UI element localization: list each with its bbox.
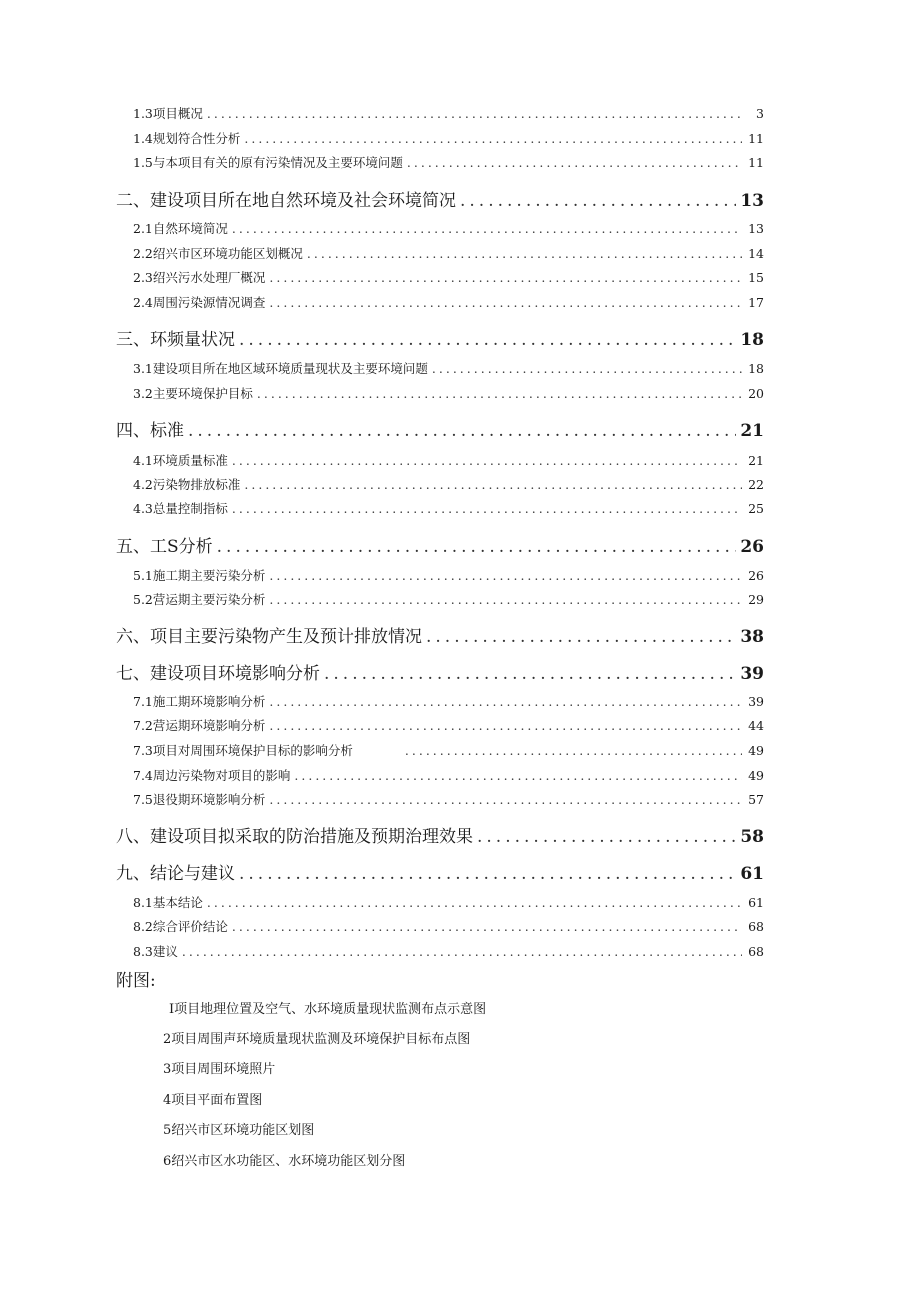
toc-number: 九、 bbox=[116, 864, 150, 884]
toc-dot-leader bbox=[269, 568, 742, 583]
toc-dot-leader bbox=[324, 664, 736, 684]
toc-page-number: 22 bbox=[748, 477, 764, 492]
toc-section-row[interactable] bbox=[133, 104, 764, 122]
toc-section-row[interactable] bbox=[133, 499, 764, 517]
toc-number: 1.3 bbox=[133, 106, 153, 121]
toc-number: 7.2 bbox=[133, 718, 153, 733]
toc-dot-leader bbox=[460, 191, 736, 211]
figures-heading: 附图: bbox=[116, 971, 156, 991]
toc-dot-leader bbox=[232, 919, 742, 934]
toc-title: 环境质量标准 bbox=[152, 453, 228, 468]
toc-title: 周边污染物对项目的影响 bbox=[152, 768, 291, 783]
toc-dot-leader bbox=[232, 453, 742, 468]
toc-title: 污染物排放标准 bbox=[152, 477, 241, 492]
toc-number: 5.2 bbox=[133, 592, 153, 607]
toc-page-number: 18 bbox=[748, 361, 764, 376]
toc-number: 7.4 bbox=[133, 768, 153, 783]
toc-section-row[interactable] bbox=[133, 590, 764, 608]
toc-page-number: 29 bbox=[748, 592, 764, 607]
toc-chapter-row[interactable] bbox=[116, 325, 764, 350]
toc-title: 建设项目所在地区域环境质量现状及主要环境问题 bbox=[152, 361, 428, 376]
toc-page-number: 49 bbox=[748, 768, 764, 783]
toc-number: 4.3 bbox=[133, 501, 153, 516]
toc-section-row[interactable] bbox=[133, 790, 764, 808]
toc-number: 7.5 bbox=[133, 792, 153, 807]
toc-chapter-row[interactable] bbox=[116, 659, 764, 684]
toc-number: 2.1 bbox=[133, 221, 153, 236]
toc-section-row[interactable] bbox=[133, 741, 764, 759]
toc-page-number: 26 bbox=[740, 537, 764, 557]
figure-list-item: 2项目周围声环境质量现状监测及环境保护目标布点图 bbox=[163, 1032, 471, 1047]
toc-page-number: 13 bbox=[740, 191, 764, 211]
toc-section-row[interactable] bbox=[133, 451, 764, 469]
toc-section-row[interactable] bbox=[133, 219, 764, 237]
toc-page-number: 3 bbox=[756, 106, 764, 121]
toc-section-row[interactable] bbox=[133, 268, 764, 286]
toc-chapter-row[interactable] bbox=[116, 859, 764, 884]
toc-page-number: 68 bbox=[748, 919, 764, 934]
toc-title: 建设项目所在地自然环境及社会环境简况 bbox=[150, 191, 456, 211]
toc-dot-leader bbox=[307, 246, 742, 261]
figure-list-item: 4项目平面布置图 bbox=[163, 1093, 263, 1108]
toc-dot-leader bbox=[269, 295, 742, 310]
toc-section-row[interactable] bbox=[133, 475, 764, 493]
toc-dot-leader bbox=[257, 386, 742, 401]
toc-number: 1.5 bbox=[133, 155, 153, 170]
toc-dot-leader bbox=[182, 944, 742, 959]
toc-dot-leader bbox=[239, 330, 736, 350]
toc-number: 2.4 bbox=[133, 295, 153, 310]
toc-title: 营运期主要污染分析 bbox=[152, 592, 266, 607]
toc-dot-leader bbox=[269, 792, 742, 807]
toc-section-row[interactable] bbox=[133, 942, 764, 960]
toc-title: 建设项目环境影响分析 bbox=[150, 664, 320, 684]
toc-page-number: 21 bbox=[748, 453, 764, 468]
toc-number: 4.1 bbox=[133, 453, 153, 468]
toc-title: 主要环境保护目标 bbox=[152, 386, 253, 401]
toc-dot-leader bbox=[269, 270, 742, 285]
toc-number: 五、 bbox=[116, 537, 150, 557]
toc-title: 周围污染源情况调查 bbox=[152, 295, 266, 310]
toc-title: 建设项目拟采取的防治措施及预期治理效果 bbox=[150, 827, 473, 847]
toc-chapter-row[interactable] bbox=[116, 186, 764, 211]
toc-page-number: 20 bbox=[748, 386, 764, 401]
toc-page-number: 18 bbox=[740, 330, 764, 350]
toc-number: 3.1 bbox=[133, 361, 153, 376]
toc-chapter-row[interactable] bbox=[116, 416, 764, 441]
toc-chapter-row[interactable] bbox=[116, 532, 764, 557]
toc-number: 三、 bbox=[116, 330, 150, 350]
toc-number: 七、 bbox=[116, 664, 150, 684]
toc-title: 与本项目有关的原有污染情况及主要环境问题 bbox=[152, 155, 403, 170]
toc-number: 3.2 bbox=[133, 386, 153, 401]
toc-dot-leader bbox=[244, 131, 742, 146]
toc-dot-leader bbox=[217, 537, 737, 557]
toc-section-row[interactable] bbox=[133, 893, 764, 911]
toc-page-number: 15 bbox=[748, 270, 764, 285]
toc-dot-leader bbox=[407, 155, 742, 170]
toc-dot-leader bbox=[432, 361, 742, 376]
toc-dot-leader bbox=[188, 421, 736, 441]
toc-number: 2.3 bbox=[133, 270, 153, 285]
toc-title: 施工期环境影响分析 bbox=[152, 694, 266, 709]
toc-title: 基本结论 bbox=[152, 895, 203, 910]
toc-section-row[interactable] bbox=[133, 566, 764, 584]
toc-title: 工S分析 bbox=[150, 537, 213, 557]
toc-page-number: 11 bbox=[748, 155, 764, 170]
toc-page-number: 26 bbox=[748, 568, 764, 583]
toc-dot-leader bbox=[232, 501, 742, 516]
toc-page-number: 14 bbox=[748, 246, 764, 261]
toc-number: 八、 bbox=[116, 827, 150, 847]
toc-number: 7.1 bbox=[133, 694, 153, 709]
toc-page-number: 44 bbox=[748, 718, 764, 733]
toc-page-number: 58 bbox=[740, 827, 764, 847]
toc-chapter-row[interactable] bbox=[116, 622, 764, 647]
toc-dot-leader bbox=[269, 694, 742, 709]
toc-dot-leader bbox=[294, 768, 742, 783]
figure-list-item: 6绍兴市区水功能区、水环境功能区划分图 bbox=[163, 1154, 406, 1169]
toc-section-row[interactable] bbox=[133, 716, 764, 734]
toc-title: 施工期主要污染分析 bbox=[152, 568, 266, 583]
toc-page-number: 39 bbox=[748, 694, 764, 709]
toc-section-row[interactable] bbox=[133, 359, 764, 377]
figure-list-item: 5绍兴市区环境功能区划图 bbox=[163, 1123, 315, 1138]
toc-section-row[interactable] bbox=[133, 153, 764, 171]
toc-dot-leader bbox=[269, 592, 742, 607]
toc-page-number: 49 bbox=[748, 743, 764, 758]
toc-title: 项目对周围环境保护目标的影响分析 bbox=[152, 743, 353, 758]
toc-section-row[interactable] bbox=[133, 129, 764, 147]
toc-title: 环频量状况 bbox=[150, 330, 235, 350]
toc-title: 结论与建议 bbox=[150, 864, 235, 884]
toc-dot-leader bbox=[426, 627, 736, 647]
figure-list-item: 3项目周围环境照片 bbox=[163, 1062, 276, 1077]
toc-number: 2.2 bbox=[133, 246, 153, 261]
toc-number: 六、 bbox=[116, 627, 150, 647]
toc-number: 4.2 bbox=[133, 477, 153, 492]
toc-page-number: 11 bbox=[748, 131, 764, 146]
toc-dot-leader bbox=[244, 477, 742, 492]
toc-dot-leader bbox=[207, 895, 742, 910]
toc-number: 7.3 bbox=[133, 743, 153, 758]
toc-section-row[interactable] bbox=[133, 917, 764, 935]
toc-title: 项目主要污染物产生及预计排放情况 bbox=[150, 627, 422, 647]
toc-page-number: 13 bbox=[748, 221, 764, 236]
toc-section-row[interactable] bbox=[133, 766, 764, 784]
figure-list-item: I项目地理位置及空气、水环境质量现状监测布点示意图 bbox=[169, 1002, 487, 1017]
toc-title: 标准 bbox=[150, 421, 184, 441]
toc-page-number: 39 bbox=[740, 664, 764, 684]
toc-number: 1.4 bbox=[133, 131, 153, 146]
toc-number: 8.1 bbox=[133, 895, 153, 910]
toc-section-row[interactable] bbox=[133, 244, 764, 262]
toc-chapter-row[interactable] bbox=[116, 822, 764, 847]
toc-page-number: 61 bbox=[748, 895, 764, 910]
toc-page-number: 68 bbox=[748, 944, 764, 959]
toc-dot-leader bbox=[232, 221, 742, 236]
toc-title: 总量控制指标 bbox=[152, 501, 228, 516]
toc-section-row[interactable] bbox=[133, 293, 764, 311]
toc-title: 综合评价结论 bbox=[152, 919, 228, 934]
toc-title: 退役期环境影响分析 bbox=[152, 792, 266, 807]
toc-dot-leader bbox=[405, 743, 742, 758]
toc-section-row[interactable] bbox=[133, 384, 764, 402]
toc-dot-leader bbox=[269, 718, 742, 733]
toc-page-number: 57 bbox=[748, 792, 764, 807]
toc-dot-leader bbox=[207, 106, 742, 121]
toc-title: 规划符合性分析 bbox=[152, 131, 241, 146]
toc-title: 建议 bbox=[152, 944, 178, 959]
toc-page-number: 61 bbox=[740, 864, 764, 884]
toc-page-number: 21 bbox=[740, 421, 764, 441]
toc-title: 绍兴市区环境功能区划概况 bbox=[152, 246, 303, 261]
toc-number: 四、 bbox=[116, 421, 150, 441]
toc-number: 8.2 bbox=[133, 919, 153, 934]
toc-title: 绍兴污水处理厂概况 bbox=[152, 270, 266, 285]
toc-number: 5.1 bbox=[133, 568, 153, 583]
toc-title: 自然环境简况 bbox=[152, 221, 228, 236]
toc-dot-leader bbox=[239, 864, 736, 884]
toc-page-number: 38 bbox=[740, 627, 764, 647]
toc-dot-leader bbox=[477, 827, 736, 847]
toc-page-number: 25 bbox=[748, 501, 764, 516]
toc-number: 二、 bbox=[116, 191, 150, 211]
toc-section-row[interactable] bbox=[133, 692, 764, 710]
toc-title: 项目概况 bbox=[152, 106, 203, 121]
toc-number: 8.3 bbox=[133, 944, 153, 959]
toc-page-number: 17 bbox=[748, 295, 764, 310]
toc-title: 营运期环境影响分析 bbox=[152, 718, 266, 733]
